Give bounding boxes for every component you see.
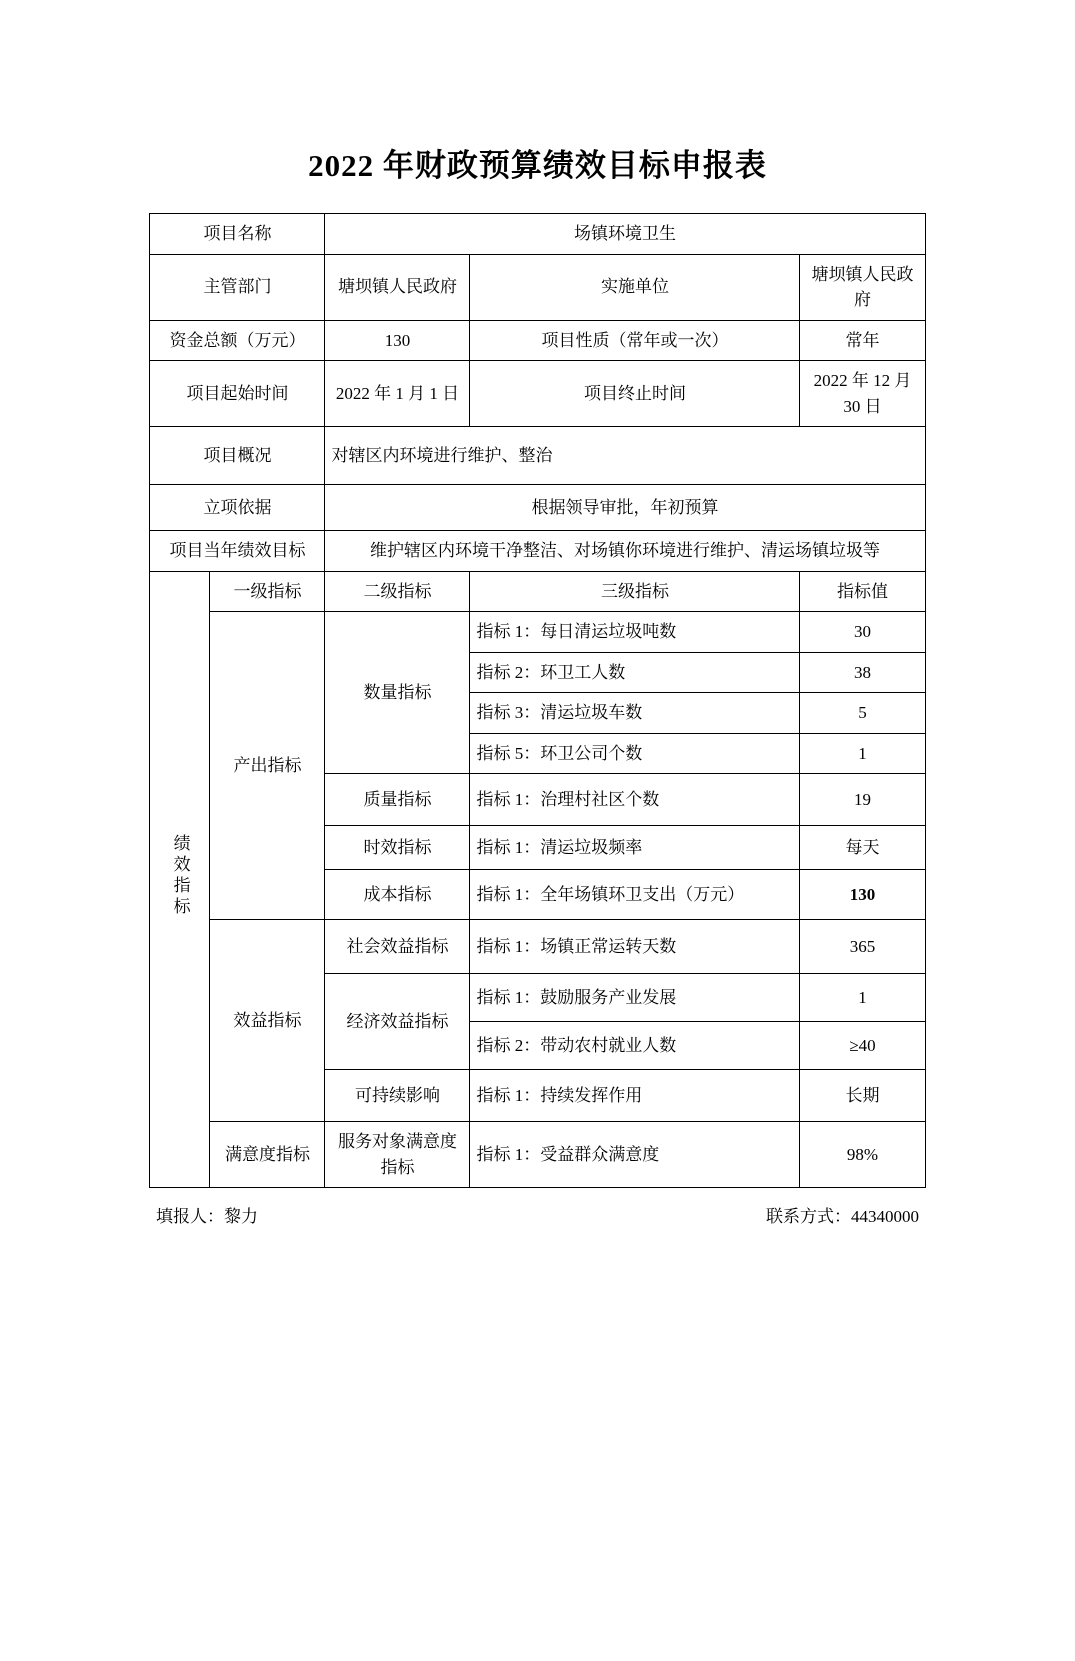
project-name-value: 场镇环境卫生 (325, 214, 925, 255)
level2-cell: 质量指标 (325, 774, 470, 826)
document-page (0, 140, 1075, 1661)
indicator-value: 19 (800, 774, 925, 826)
basis-value: 根据领导审批，年初预算 (325, 485, 925, 531)
goal-label: 项目当年绩效目标 (150, 531, 325, 572)
indicator-value: ≥40 (800, 1022, 925, 1070)
indicator-value: 38 (800, 652, 925, 693)
end-value: 2022 年 12 月 30 日 (800, 361, 925, 427)
table-row (150, 1122, 925, 1188)
reporter-text: 填报人：黎力 (156, 1207, 258, 1226)
level3-cell: 指标 3：清运垃圾车数 (470, 693, 800, 734)
level3-cell: 指标 1：清运垃圾频率 (470, 826, 800, 870)
page-title: 2022 年财政预算绩效目标申报表 (308, 148, 767, 183)
table-row (150, 612, 925, 653)
level2-cell: 成本指标 (325, 870, 470, 920)
goal-value: 维护辖区内环境干净整洁、对场镇你环境进行维护、清运场镇垃圾等 (325, 531, 925, 572)
table-row (150, 361, 925, 427)
overview-value: 对辖区内环境进行维护、整治 (325, 427, 925, 485)
level2-cell: 社会效益指标 (325, 920, 470, 974)
level1-cell: 产出指标 (210, 612, 325, 920)
level3-cell: 指标 1：场镇正常运转天数 (470, 920, 800, 974)
level1-cell: 满意度指标 (210, 1122, 325, 1188)
contact-text: 联系方式：44340000 (766, 1207, 919, 1226)
indicator-value: 130 (800, 870, 925, 920)
level2-cell: 服务对象满意度指标 (325, 1122, 470, 1188)
indicator-value: 30 (800, 612, 925, 653)
indicator-value: 1 (800, 733, 925, 774)
table-row (150, 531, 925, 572)
level3-cell: 指标 1：持续发挥作用 (470, 1070, 800, 1122)
indicator-value: 5 (800, 693, 925, 734)
start-label: 项目起始时间 (150, 361, 325, 427)
performance-indicator-label: 绩效指标 (170, 833, 190, 918)
table-row (150, 427, 925, 485)
indicator-value: 每天 (800, 826, 925, 870)
footer (150, 1202, 925, 1227)
performance-target-table (149, 213, 925, 1188)
header-level1: 一级指标 (210, 571, 325, 612)
table-row (150, 571, 925, 612)
dept-label: 主管部门 (150, 254, 325, 320)
table-row (150, 254, 925, 320)
indicator-value: 1 (800, 974, 925, 1022)
level3-cell: 指标 2：带动农村就业人数 (470, 1022, 800, 1070)
amount-label: 资金总额（万元） (150, 320, 325, 361)
table-row (150, 320, 925, 361)
indicator-value: 长期 (800, 1070, 925, 1122)
indicator-value: 98% (800, 1122, 925, 1188)
level2-cell: 经济效益指标 (325, 974, 470, 1070)
end-label: 项目终止时间 (470, 361, 800, 427)
table-row (150, 920, 925, 974)
header-level3: 三级指标 (470, 571, 800, 612)
table-row (150, 485, 925, 531)
level3-cell: 指标 1：全年场镇环卫支出（万元） (470, 870, 800, 920)
overview-label: 项目概况 (150, 427, 325, 485)
header-level2: 二级指标 (325, 571, 470, 612)
project-name-label: 项目名称 (150, 214, 325, 255)
level3-cell: 指标 1：鼓励服务产业发展 (470, 974, 800, 1022)
level3-cell: 指标 1：治理村社区个数 (470, 774, 800, 826)
level3-cell: 指标 1：受益群众满意度 (470, 1122, 800, 1188)
indicator-value: 365 (800, 920, 925, 974)
nature-value: 常年 (800, 320, 925, 361)
basis-label: 立项依据 (150, 485, 325, 531)
amount-value: 130 (325, 320, 470, 361)
nature-label: 项目性质（常年或一次） (470, 320, 800, 361)
dept-value: 塘坝镇人民政府 (325, 254, 470, 320)
level2-cell: 可持续影响 (325, 1070, 470, 1122)
unit-value: 塘坝镇人民政府 (800, 254, 925, 320)
level3-cell: 指标 5：环卫公司个数 (470, 733, 800, 774)
level1-cell: 效益指标 (210, 920, 325, 1122)
table-row (150, 214, 925, 255)
header-value: 指标值 (800, 571, 925, 612)
level3-cell: 指标 1：每日清运垃圾吨数 (470, 612, 800, 653)
level2-cell: 时效指标 (325, 826, 470, 870)
start-value: 2022 年 1 月 1 日 (325, 361, 470, 427)
unit-label: 实施单位 (470, 254, 800, 320)
level3-cell: 指标 2：环卫工人数 (470, 652, 800, 693)
level2-cell: 数量指标 (325, 612, 470, 774)
performance-indicator-row-header (150, 571, 210, 1188)
